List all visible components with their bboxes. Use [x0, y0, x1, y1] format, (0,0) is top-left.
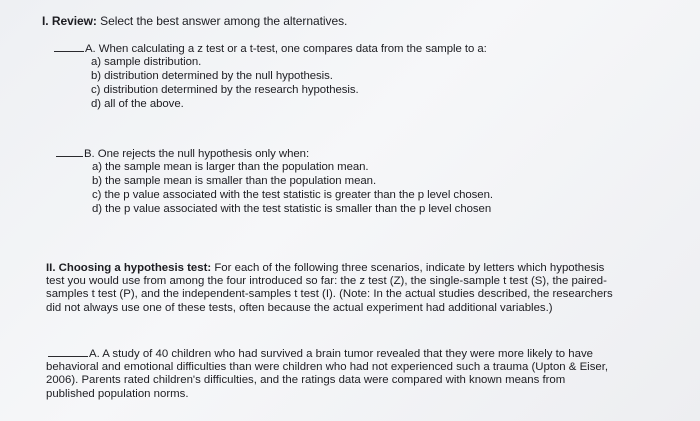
question-b-option-c: c) the p value associated with the test statistic is greater than the p level chosen. — [92, 189, 493, 201]
section1-heading — [42, 15, 347, 28]
answer-blank-scenario-a[interactable] — [48, 347, 88, 357]
scenario-a-line-3: 2006). Parents rated children's difficulties, and the ratings data were compared with known means from — [46, 374, 566, 387]
section1-heading-bold: I. Review: — [42, 14, 97, 28]
question-b-stem — [56, 147, 309, 161]
section2-line-2: test you would use from among the four introduced so far: the z test (Z), the single-sample t test (S), the paired- — [46, 275, 607, 288]
section2-paragraph — [46, 262, 613, 315]
section1-heading-text: Select the best answer among the alternatives. — [96, 14, 348, 28]
scenario-a-line-2: behavioral and emotional difficulties than were children who had not experienced such a trauma (Upton & Eiser, — [46, 361, 609, 374]
section2-title: II. Choosing a hypothesis test: — [46, 262, 212, 274]
question-a-option-c: c) distribution determined by the research hypothesis. — [91, 84, 359, 96]
scenario-a-line-1-text: A. A study of 40 children who had survived a brain tumor revealed that they were more likely to have — [89, 348, 593, 360]
section2-line-3: samples t test (P), and the independent-samples t test (I). (Note: In the actual studies described, the researchers — [46, 288, 613, 301]
question-a-option-d: d) all of the above. — [91, 98, 184, 110]
question-b-stem-text: B. One rejects the null hypothesis only when: — [84, 148, 310, 160]
scenario-a-line-1 — [46, 347, 608, 361]
question-a-stem — [54, 42, 487, 56]
question-a-option-a: a) sample distribution. — [91, 56, 202, 68]
question-b-option-a: a) the sample mean is larger than the population mean. — [92, 161, 369, 173]
scenario-a-paragraph — [46, 347, 608, 401]
scenario-a-line-4: published population norms. — [46, 387, 189, 400]
answer-blank-b[interactable] — [56, 147, 83, 157]
section2-line-4: did not always use one of these tests, often because the actual experiment had additional variables.) — [46, 301, 553, 314]
question-a-stem-text: A. When calculating a z test or a t-test, one compares data from the sample to a: — [85, 43, 487, 55]
question-a-option-b: b) distribution determined by the null hypothesis. — [91, 70, 333, 82]
answer-blank-a[interactable] — [54, 42, 84, 52]
section2-line-1-text: For each of the following three scenarios, indicate by letters which hypothesis — [211, 262, 605, 274]
question-b-option-b: b) the sample mean is smaller than the population mean. — [92, 175, 377, 187]
question-b-option-d: d) the p value associated with the test statistic is smaller than the p level chosen — [92, 203, 492, 215]
section2-line-1 — [46, 262, 613, 275]
